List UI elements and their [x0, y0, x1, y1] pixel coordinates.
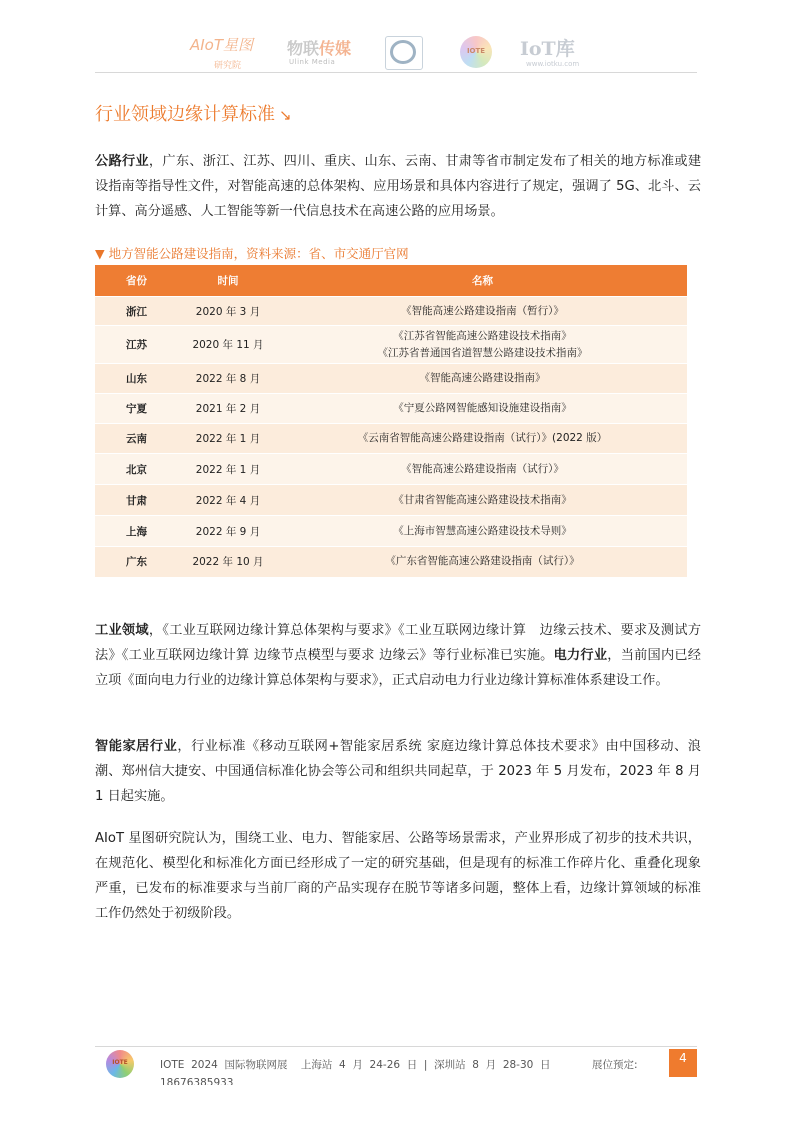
- cell-name: [278, 394, 687, 424]
- cell-time: 2022 年 1 月: [178, 454, 278, 485]
- cell-name: [278, 516, 687, 547]
- cell-name: [278, 424, 687, 454]
- cell-province: 上海: [95, 516, 178, 547]
- guideline-title: 《上海市智慧高速公路建设技术导则》: [393, 524, 572, 537]
- table-row: [95, 485, 687, 516]
- iote-footer-logo: [106, 1050, 134, 1078]
- section-title-text: 行业领域边缘计算标准: [95, 104, 275, 125]
- guideline-title: 《智能高速公路建设指南（暂行）》: [401, 304, 564, 317]
- iotku-logo-title: IoT库: [520, 38, 575, 60]
- table-body: [95, 297, 687, 577]
- aiot-logo-title: AIoT星图: [190, 36, 254, 54]
- table-header-row: [95, 265, 687, 297]
- guideline-table: [95, 265, 687, 577]
- section-title: [95, 100, 292, 126]
- table-row: [95, 547, 687, 577]
- circle-emblem-logo: [385, 36, 423, 70]
- paragraph-power-lead: 电力行业: [553, 648, 608, 663]
- cell-province: 山东: [95, 364, 178, 394]
- header-divider: [95, 72, 697, 73]
- footer-event-info: IOTE 2024 国际物联网展 上海站 4 月 24-26 日 | 深圳站 8 月 28-30 日: [160, 1059, 551, 1071]
- iote-footer-logo-text: IOTE: [112, 1059, 128, 1066]
- cell-name: [278, 326, 687, 364]
- table-row: [95, 516, 687, 547]
- cell-province: 浙江: [95, 297, 178, 326]
- wulian-logo-title-a: 物联: [287, 39, 320, 58]
- table-row: [95, 364, 687, 394]
- iote-logo: [460, 36, 494, 70]
- header-name: 名称: [278, 265, 687, 297]
- guideline-title: 《云南省智能高速公路建设指南（试行）》(2022 版）: [357, 432, 608, 444]
- paragraph-industry-body: ，《工业互联网边缘计算总体架构与要求》《工业互联网边缘计算 边缘云技术、要求及测试方法》《工业互联网边缘计算 边缘节点模型与要求 边缘云》等行业标准已实施。: [95, 623, 702, 663]
- guideline-title: 《广东省智能高速公路建设指南（试行）》: [385, 555, 580, 568]
- footer-booth-label: 展位预定:: [592, 1059, 638, 1071]
- paragraph-industry: [95, 618, 701, 693]
- cell-province: 广东: [95, 547, 178, 577]
- guideline-title: 《甘肃省智能高速公路建设技术指南》: [393, 493, 572, 506]
- footer-divider: [95, 1046, 697, 1047]
- guideline-title: 《江苏省普通国省道智慧公路建设技术指南》: [377, 346, 588, 359]
- header-time: 时间: [178, 265, 278, 297]
- table-row: [95, 394, 687, 424]
- cell-name: [278, 454, 687, 485]
- wulian-chuanmei-logo: [287, 34, 359, 74]
- guideline-title: 《江苏省智能高速公路建设技术指南》: [393, 329, 572, 342]
- cell-province: 云南: [95, 424, 178, 454]
- cell-province: 宁夏: [95, 394, 178, 424]
- page-number: 4: [669, 1049, 697, 1077]
- paragraph-highway-lead: 公路行业: [95, 154, 149, 169]
- wulian-logo-title: [287, 36, 351, 59]
- paragraph-conclusion: AIoT 星图研究院认为，围绕工业、电力、智能家居、公路等场景需求，产业界形成了初步的技术共识，在规范化、模型化和标准化方面已经形成了一定的研究基础，但是现有的标准工作碎片化、重叠化现象严重，已发布的标准要求与当前厂商的产品实现存在脱节等诸多问题，整体上看，边缘计算领域的标准工作仍然处于初级阶段。: [95, 831, 701, 921]
- cell-name: [278, 364, 687, 394]
- cell-time: 2021 年 2 月: [178, 394, 278, 424]
- arrow-down-right-icon: ↘: [279, 106, 292, 124]
- cell-name: [278, 547, 687, 577]
- table-caption: ▼ 地方智能公路建设指南，资料来源：省、市交通厅官网: [95, 246, 409, 261]
- footer-phone: 18676385933: [160, 1077, 234, 1085]
- cell-name: [278, 485, 687, 516]
- paragraph-power-body: ，当前国内已经立项《面向电力行业的边缘计算总体架构与要求》，正式启动电力行业边缘计算标准体系建设工作。: [95, 648, 701, 688]
- iote-logo-text: IOTE: [466, 47, 486, 55]
- table-row: [95, 454, 687, 485]
- cell-time: 2022 年 4 月: [178, 485, 278, 516]
- header-province: 省份: [95, 265, 178, 297]
- paragraph-highway: [95, 149, 701, 224]
- table-row: [95, 424, 687, 454]
- guideline-title: 《智能高速公路建设指南（试行）》: [401, 462, 564, 475]
- cell-time: 2022 年 9 月: [178, 516, 278, 547]
- iotku-logo-url: www.iotku.com: [526, 60, 580, 68]
- header-logos: [0, 30, 794, 76]
- cell-name: [278, 297, 687, 326]
- paragraph-highway-body: ，广东、浙江、江苏、四川、重庆、山东、云南、甘肃等省市制定发布了相关的地方标准或建设指南等指导性文件，对智能高速的总体架构、应用场景和具体内容进行了规定，强调了 5G、北斗、云计算、高分遥感、人工智能等新一代信息技术在高速公路的应用场景。: [95, 154, 702, 219]
- guideline-title: 《智能高速公路建设指南》: [419, 372, 546, 384]
- aiot-xingtu-logo: [190, 34, 262, 74]
- wulian-logo-title-b: 传媒: [319, 39, 352, 58]
- paragraph-smart-home-lead: 智能家居行业: [95, 739, 178, 754]
- cell-time: 2022 年 8 月: [178, 364, 278, 394]
- cell-time: 2022 年 1 月: [178, 424, 278, 454]
- table-row: [95, 326, 687, 364]
- paragraph-smart-home: [95, 734, 701, 809]
- cell-time: 2022 年 10 月: [178, 547, 278, 577]
- cell-time: 2020 年 3 月: [178, 297, 278, 326]
- cell-province: 北京: [95, 454, 178, 485]
- cell-province: 甘肃: [95, 485, 178, 516]
- paragraph-smart-home-body: ，行业标准《移动互联网+智能家居系统 家庭边缘计算总体技术要求》由中国移动、浪潮、郑州信大捷安、中国通信标准化协会等公司和组织共同起草，于 2023 年 5 月发布，2023 年 8 月 1 日起实施。: [95, 739, 701, 804]
- wulian-logo-subtitle: Ulink Media: [289, 58, 336, 66]
- guideline-title: 《宁夏公路网智能感知设施建设指南》: [393, 402, 572, 414]
- cell-province: 江苏: [95, 326, 178, 364]
- cell-time: 2020 年 11 月: [178, 326, 278, 364]
- table-row: [95, 297, 687, 326]
- iotku-logo: [520, 34, 584, 74]
- paragraph-industry-lead: 工业领域: [95, 623, 149, 638]
- aiot-logo-subtitle: 研究院: [214, 61, 242, 71]
